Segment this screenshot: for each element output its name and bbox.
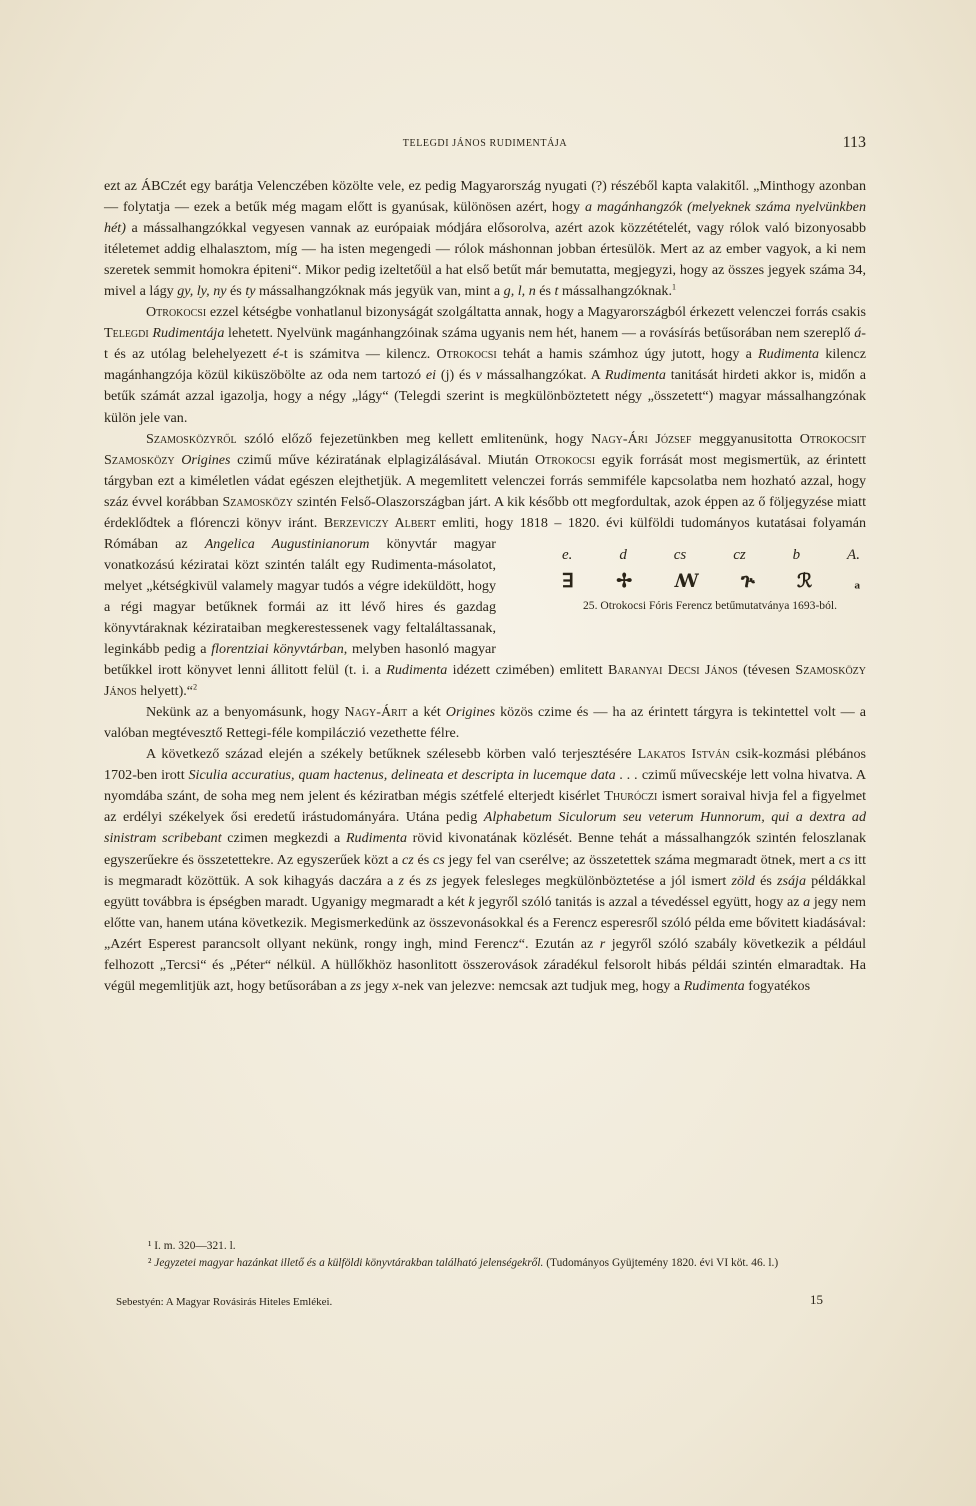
text-run: jegy (361, 977, 393, 994)
name: Otrokocsi (146, 304, 207, 321)
italic-run: a magánhangzók (melyeknek száma nyelvünkben hét) (104, 199, 866, 237)
printer-signature: Sebestyén: A Magyar Rovásirás Hiteles Emlékei. (116, 1296, 333, 1308)
text-run: tehát a hamis számhoz úgy jutott, hogy a (496, 346, 759, 363)
name: Szamosközy (222, 493, 294, 510)
italic-run: x (392, 977, 399, 994)
italic-run: Siculia accuratius, quam hactenus, delineata et descripta in lucemque data . . . (188, 767, 638, 784)
italic-run: z (398, 872, 404, 889)
text-run: -t is számitva — kilencz. (279, 346, 437, 363)
name: Nagy-Árit (344, 704, 408, 721)
rune-glyph: ꟿ (674, 571, 699, 593)
text-run: és (413, 851, 433, 868)
name: Otrokocsi (535, 451, 596, 468)
italic-run: zs (350, 977, 362, 994)
rune-glyph: ₐ (854, 571, 860, 593)
text-run: jegy fel van cserélve; az összetettek száma megmaradt ötnek, mert a (444, 851, 839, 868)
italic-run: cs (432, 851, 445, 868)
text-run: példákkal együtt továbbra is épségben maradt. Ugyanigy megmaradt a két (104, 872, 866, 910)
name: Baranyai Decsi János (608, 662, 738, 679)
paragraph-4 (104, 702, 866, 744)
text-run: tanitását hirdeti akkor is, midőn a betűk számát azzal igazolja, hogy a négy „lágy“ (Telegdi szerint is megkülönböztetett négy „összetett“) magyar mássalhangzónak külön jele van. (104, 367, 866, 426)
text-run: (tévesen (737, 662, 796, 679)
rune-glyph: ℛ (797, 571, 813, 593)
italic-run: é (272, 346, 280, 363)
italic-run: Rudimenta (758, 346, 820, 363)
name: Szamosközy (104, 451, 175, 468)
italic-run: r (599, 935, 606, 952)
text-run: (j) és (436, 367, 476, 384)
text-run: jegyek felesleges megkülönböztetése a jól ismert (437, 872, 732, 889)
page-number: 113 (842, 134, 866, 151)
text-run: emliti, hogy 1818 – 1820. évi külföldi tudományos kutatásai folyamán Rómában az (104, 514, 867, 552)
text-run: kilencz magánhangzója közül kiküszöbölte az oda nem tartozó (104, 346, 867, 384)
paragraph-5 (104, 744, 866, 997)
glyph-label: cs (673, 547, 687, 564)
text-run: mássalhangzókat. A (481, 367, 605, 384)
italic-run: Angelica Augustinianorum (204, 535, 370, 552)
text-run: és (535, 283, 555, 300)
text-run: czimen megkezdi a (221, 830, 346, 847)
text-run: -nek van jelezve: nemcsak azt tudjuk meg, hogy a (398, 977, 684, 994)
name: Szamosközyről (146, 430, 237, 447)
name: Lakatos István (637, 746, 730, 763)
italic-run: k (468, 893, 475, 910)
figure-caption: 25. Otrokocsi Fóris Ferencz betűmutatványa 1693-ból. (582, 598, 838, 612)
text-run: , melyben hasonló magyar betűkkel irott könyvet lenni állitott felül (t. i. a (104, 641, 496, 679)
italic-run: Rudimentája (152, 325, 225, 342)
italic-run: florentziai könyvtárban (211, 641, 344, 658)
figure-latin-row (512, 543, 866, 569)
text-run: czimű művecskéje lett volna hivatva. A nyomdába szánt, de soha meg nem jelent és kéziratban mégis szétfelé elterjedt kisérlet (104, 767, 866, 805)
figure-runic-row (512, 569, 866, 595)
text-run: szóló előző fejezetünkben meg kellett emlitenünk, hogy (236, 430, 592, 447)
italic-run: Alphabetum Siculorum seu veterum Hunnorum, qui a dextra ad sinistram scribebant (104, 809, 867, 847)
page-header (104, 134, 866, 156)
paragraph-3 (104, 429, 866, 703)
glyph-label: cz (733, 547, 746, 564)
glyph-label: d (619, 547, 627, 564)
paragraph-1 (104, 176, 866, 302)
text-run: -t és az utólag belehelyezett (104, 325, 866, 363)
text-run: jegyről szóló szabály következik a például felhozott „Tercsi“ és „Péter“ nélkül. A hüllőkhöz hasonlitott összerovások záradékul felsorolt hibás példái szintén elmaradtak. Ha végül megemlitjük azt, hogy betűsorában a (104, 935, 866, 994)
glyph-label: b (792, 547, 801, 564)
text-run: és (226, 283, 246, 300)
italic-run: Rudimenta (345, 830, 408, 847)
rune-glyph: ✢ (616, 571, 633, 593)
text-run: rövid kivonatának közlését. Benne tehát a mássalhangzók szintén feloszlanak egyszerűekre és összetettekre. Az egyszerűek közt a (104, 830, 867, 868)
text-run: ezt az ÁBCzét egy barátja Velenczében közölte vele, ez pedig Magyarország nyugati (?) részéből kapta valakitől. „Minthogy azonban — folytatja — ezek a betűk még magam előtt is gyanúsak, különösen azért, hogy (104, 178, 866, 216)
name: Berzeviczy Albert (323, 514, 436, 531)
italic-run: ty (245, 283, 256, 300)
text-run: mássalhangzóknak. (558, 283, 672, 300)
running-head: TELEGDI JÁNOS RUDIMENTÁJA (402, 138, 568, 149)
text-run: és (754, 872, 778, 889)
text-run: itt is megmaradt közöttük. A sok kihagyás daczára a (104, 851, 866, 889)
text-run: szintén Felső-Olaszországban járt. A kik később ott megfordultak, azok éppen az ő följegyzése miatt érdeklődtek a flórenczi könyv iránt. (104, 493, 866, 531)
italic-run: Origines (445, 704, 496, 721)
italic-run: Rudimenta (683, 977, 745, 994)
name: Otrokocsi (436, 346, 497, 363)
name: Nagy-Ári József (591, 430, 692, 447)
figure-otrokocsi-alphabet (512, 543, 866, 651)
italic-run: Rudimenta (604, 367, 666, 384)
text-run: mássalhangzóknak más jegyük van, mint a (255, 283, 504, 300)
italic-run: zöld (731, 872, 755, 889)
italic-run: Origines (181, 451, 231, 468)
text-run: idézett czimében) emlitett (447, 662, 609, 679)
text-run: közös czime és — ha az érintett tárgyra is tekintettel volt — a valóban megtévesztő Rettegi-féle kompiláczió vezethette félre. (104, 704, 866, 742)
text-run: csik-kozmási plébános 1702-ben irott (104, 746, 866, 784)
rune-glyph: ꓱ (562, 571, 575, 593)
text-run: a két (407, 704, 446, 721)
rune-glyph: ጕ (741, 571, 755, 593)
sheet-number: 15 (810, 1292, 823, 1307)
text-run: A következő század elején a székely betűknek szélesebb körben való terjesztésére (146, 746, 638, 763)
text-run: jegy nem előtte van, hanem utána következik. Megismerkedünk az összevonásokkal és a Ferencz esperesről szóló példa eme bővitett kiadásával: „Azért Esperest parancsolt ollyant nekünk, rongy ingh, mind Ferencz“. Ezután az (104, 893, 866, 952)
italic-run: á (854, 325, 862, 342)
italic-run: gy, ly, ny (177, 283, 227, 300)
italic-run: zsája (777, 872, 807, 889)
italic-run: t (554, 283, 559, 300)
name: Otrokocsit (799, 430, 866, 447)
text-run: helyett).“ (136, 683, 194, 700)
text-run: (Tudományos Gyüjtemény 1820. évi VI köt. 46. l.) (543, 1257, 779, 1269)
text-run: fogyatékos (744, 977, 811, 994)
italic-run: a (803, 893, 811, 910)
text-run: egyik forrását most megismertük, az érintett tárgyban ezt a kiméletlen vádat egészen elejthetjük. A megemlitett velenczei forrás semmiféle kapcsolatba nem hozható azzal, hogy száz évvel korábban (104, 451, 867, 510)
footnote-ref: 2 (193, 682, 198, 692)
italic-run: g, l, n (503, 283, 536, 300)
italic-run: cz (402, 851, 414, 868)
text-run: a mássalhangzókkal vegyesen vannak az európaiak módjára elősorolva, azért azok közzétételét, vagy rólok való bizonyosabb itéletemet addig elhalasztom, míg — ha isten megengedi — rólok máshonnan jobban értesülök. Mert az az ember vagyok, a ki nem szeretek semmit homokra épiteni“. Mikor pedig izeltetőül a hat első betűt már bemutatta, megjegyzi, hogy az összes jegyek száma 34, mivel a lágy (104, 220, 866, 300)
italic-run: ei (425, 367, 437, 384)
glyph-label: A. (847, 547, 860, 564)
name: Thuróczi (604, 788, 658, 805)
footnotes (104, 1238, 866, 1272)
text-run: és (404, 872, 427, 889)
glyph-label: e. (562, 547, 573, 564)
body-text (104, 176, 866, 997)
text-run: ismert soraival hivja fel a figyelmet az erdélyi székelyek ősi eredetű irástudományára. Utána pedig (104, 788, 866, 826)
text-run: jegyről szóló tanitás is azzal a tévedéssel együtt, hogy az (474, 893, 804, 910)
text-run: lehetett. Nyelvünk magánhangzóinak száma ugyanis nem hét, hanem — a rovásírás betűsorában nem szereplő (224, 325, 855, 342)
text-run: ezzel kétségbe vonhatlanul bizonyságát szolgáltatta annak, hogy a Magyarországból érkezett velenczei forrás csakis (206, 304, 866, 321)
footnote-mark: ² (148, 1257, 152, 1269)
italic-run: Jegyzetei magyar hazánkat illető és a külföldi könyvtárakban található jelenségekről. (154, 1257, 544, 1269)
italic-run: v (475, 367, 482, 384)
footnote-2 (104, 1255, 866, 1272)
paragraph-2 (104, 302, 866, 428)
text-run: czimű műve kéziratának elplagizálásával. Miután (230, 451, 535, 468)
text-run: könyvtár magyar vonatkozású kéziratai közt szintén talált egy Rudimenta-másolatot, melyet „kétségkivül valamely magyar tudós a végre ideküldött, hogy a régi magyar betűknek formái az itt lévő hires és gazdag könyvtáraknak kézirataiban megkerestessenek vagy feltaláltassanak, leginkább pedig a (104, 535, 496, 658)
italic-run: cs (838, 851, 851, 868)
name: Telegdi (104, 325, 149, 342)
name: Szamosközy János (104, 662, 866, 700)
text-run: meggyanusitotta (691, 430, 800, 447)
italic-run: Rudimenta (386, 662, 448, 679)
italic-run: zs (426, 872, 438, 889)
footnote-ref: 1 (671, 282, 676, 292)
text-run: Nekünk az a benyomásunk, hogy (146, 704, 345, 721)
footnote-1: ¹ I. m. 320—321. l. (148, 1240, 236, 1252)
